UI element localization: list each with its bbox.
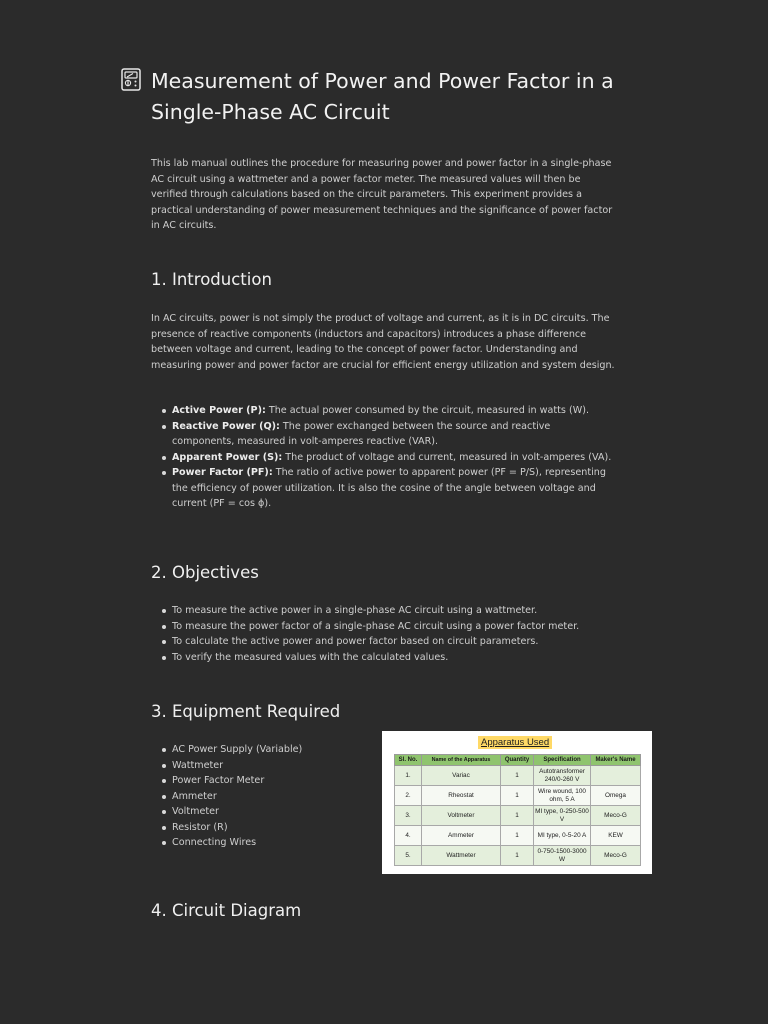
- column-header: Quantity: [501, 755, 534, 766]
- circuit-diagram-heading: 4. Circuit Diagram: [151, 901, 302, 920]
- list-item: Power Factor Meter: [172, 773, 372, 789]
- table-cell: 3.: [395, 806, 422, 826]
- list-item: AC Power Supply (Variable): [172, 742, 372, 758]
- term-description: The power exchanged between the source and reactive components, measured in volt-amperes reactive (VAR).: [172, 420, 551, 447]
- equipment-list: [172, 742, 372, 851]
- apparatus-title: Apparatus Used: [478, 736, 552, 749]
- term-label: Power Factor (PF):: [172, 467, 273, 478]
- list-item: Resistor (R): [172, 820, 372, 836]
- table-cell: Wire wound, 100 ohm, 5 A: [534, 786, 591, 806]
- table-cell: 1: [501, 826, 534, 846]
- lab-manual-icon: [121, 68, 141, 91]
- table-cell: MI type, 0-5-20 A: [534, 826, 591, 846]
- table-cell: Meco-G: [591, 846, 641, 866]
- table-row: [395, 786, 641, 806]
- list-item: To measure the power factor of a single-phase AC circuit using a power factor meter.: [172, 619, 622, 635]
- list-item: To measure the active power in a single-phase AC circuit using a wattmeter.: [172, 603, 622, 619]
- introduction-heading: 1. Introduction: [151, 270, 272, 289]
- table-cell: 2.: [395, 786, 422, 806]
- list-item: [172, 403, 612, 419]
- table-cell: Omega: [591, 786, 641, 806]
- objectives-list: [172, 603, 622, 665]
- table-cell: MI type, 0-250-500 V: [534, 806, 591, 826]
- table-cell: KEW: [591, 826, 641, 846]
- table-row: [395, 806, 641, 826]
- table-cell: 0-750-1500-3000 W: [534, 846, 591, 866]
- equipment-heading: 3. Equipment Required: [151, 702, 341, 721]
- list-item: Voltmeter: [172, 804, 372, 820]
- table-cell: Wattmeter: [422, 846, 501, 866]
- term-description: The actual power consumed by the circuit, measured in watts (W).: [268, 405, 589, 416]
- table-cell: Voltmeter: [422, 806, 501, 826]
- table-cell: 4.: [395, 826, 422, 846]
- table-row: [395, 846, 641, 866]
- term-description: The ratio of active power to apparent power (PF = P/S), representing the efficiency of power utilization. It is also the cosine of the angle between voltage and current (PF = cos ϕ).: [172, 467, 606, 509]
- list-item: Connecting Wires: [172, 835, 372, 851]
- introduction-paragraph: In AC circuits, power is not simply the product of voltage and current, as it is in DC circuits. The presence of reactive components (inductors and capacitors) introduces a phase difference between voltage and current, leading to the concept of power factor. Understanding and measuring power and power factor are crucial for efficient energy utilization and system design.: [151, 313, 615, 371]
- column-header: Maker's Name: [591, 755, 641, 766]
- column-header: Specification: [534, 755, 591, 766]
- column-header: Sl. No.: [395, 755, 422, 766]
- table-cell: Variac: [422, 766, 501, 786]
- document-title: Measurement of Power and Power Factor in a Single-Phase AC Circuit: [151, 69, 614, 124]
- list-item: Wattmeter: [172, 758, 372, 774]
- table-cell: Meco-G: [591, 806, 641, 826]
- apparatus-table-image: [382, 731, 652, 874]
- table-cell: Ammeter: [422, 826, 501, 846]
- table-cell: 1: [501, 806, 534, 826]
- term-description: The product of voltage and current, measured in volt-amperes (VA).: [285, 451, 612, 463]
- table-cell: 1: [501, 846, 534, 866]
- apparatus-table-body: [395, 766, 641, 866]
- list-item: To verify the measured values with the calculated values.: [172, 650, 622, 666]
- term-label: Reactive Power (Q):: [172, 420, 280, 432]
- table-cell: 1: [501, 786, 534, 806]
- term-label: Active Power (P):: [172, 405, 266, 416]
- table-cell: 1.: [395, 766, 422, 786]
- power-terms-list: [172, 403, 612, 512]
- table-header-row: [395, 755, 641, 766]
- table-cell: [591, 766, 641, 786]
- list-item: [172, 465, 612, 512]
- table-cell: 1: [501, 766, 534, 786]
- table-cell: Autotransformer 240/0-260 V: [534, 766, 591, 786]
- table-cell: 5.: [395, 846, 422, 866]
- column-header: Name of the Apparatus: [422, 755, 501, 766]
- list-item: To calculate the active power and power factor based on circuit parameters.: [172, 634, 622, 650]
- abstract-paragraph: This lab manual outlines the procedure for measuring power and power factor in a single-phase AC circuit using a wattmeter and a power factor meter. The measured values will then be verified through calculations based on the circuit parameters. This experiment provides a practical understanding of power measurement techniques and the significance of power factor in AC circuits.: [151, 158, 613, 231]
- list-item: [172, 450, 612, 466]
- table-row: [395, 766, 641, 786]
- term-label: Apparent Power (S):: [172, 451, 283, 463]
- apparatus-table: [394, 754, 641, 866]
- list-item: Ammeter: [172, 789, 372, 805]
- list-item: [172, 419, 612, 450]
- objectives-heading: 2. Objectives: [151, 563, 259, 582]
- table-row: [395, 826, 641, 846]
- table-cell: Rheostat: [422, 786, 501, 806]
